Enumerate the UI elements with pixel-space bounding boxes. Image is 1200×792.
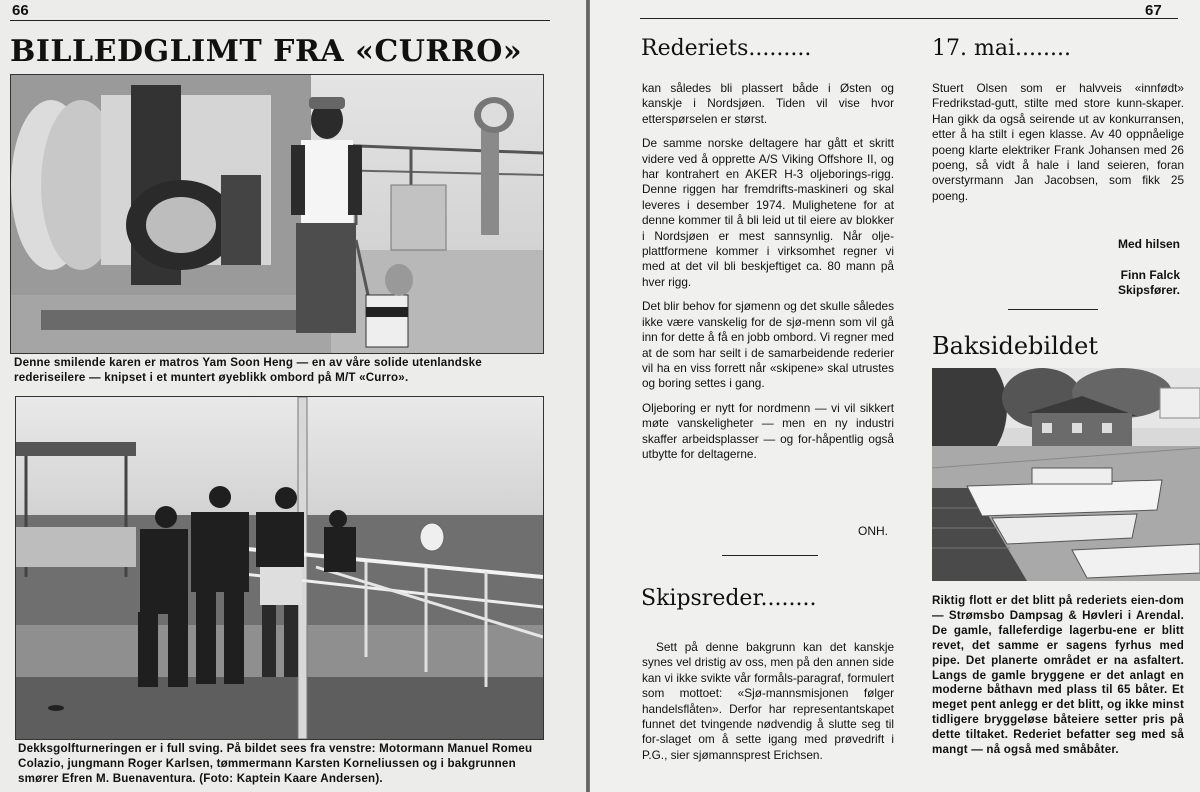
column-skipsreder	[642, 640, 894, 772]
header-rule	[10, 20, 550, 21]
rederiets-paragraph: Oljeboring er nytt for nordmenn — vi vil sikkert møte vanskeligheter — men en ny industri skaffer arbeidsplasser — og for-håpentlig også utbytte for deltagerne.	[642, 400, 894, 461]
signer-name: Finn Falck	[1120, 268, 1180, 282]
column-rederiets	[642, 81, 894, 471]
greeting: Med hilsen	[1117, 237, 1180, 251]
baksidebildet-caption: Riktig flott er det blitt på rederiets eien-dom — Strømsbo Dampsag & Høvleri i Arendal. De gamle, falleferdige lagerbu-ene er blitt revet, det samme er sagens fyrhus med pipe. Det planerte området er na asfaltert. Langs de gamle bryggene er det anlagt en moderne båthavn med plass til 65 båter. Et meget pent anlegg er det blitt, og ikke minst tidligere bryggeløse båteiere setter pris på dette tiltaket. Rederiet befatter seg med så mangt — nå også med småbåter.	[932, 594, 1184, 757]
photo-sailor-illustration	[11, 75, 543, 353]
signoff-onh: ONH.	[858, 524, 888, 538]
section-divider	[1008, 309, 1098, 310]
rederiets-paragraph: De samme norske deltagere har gått et skritt videre ved å opprette A/S Viking Offshore II, og har kontrahert en AKER H-3 oljeborings-rigg. Denne riggen har fremdrifts-maskineri og skal leveres i desember 1974. Mulighetene for at denne kommer til å bli leid ut til eiere av blokker i Nordsjøen er mest sannsynlig. Når olje-plattformene kommer i virksomhet regner vi med at det vil bli beskjeftiget ca. 80 mann på hver rigg.	[642, 136, 894, 289]
heading-rederiets: Rederiets.........	[641, 36, 812, 61]
page-headline: BILLEDGLIMT FRA «CURRO»	[10, 34, 523, 69]
photo-harbour-illustration	[932, 368, 1200, 581]
photo1-caption: Denne smilende karen er matros Yam Soon Heng — en av våre solide utenlandske rederiseilere — knipset i et muntert øyeblikk ombord på M/T «Curro».	[14, 356, 482, 384]
heading-skipsreder: Skipsreder........	[641, 586, 817, 611]
mai-paragraph: Stuert Olsen som er halvveis «innfødt» Fredrikstad-gutt, stilte med store kunn-skaper. Han gikk da også seirende ut av konkurransen, etter å ha stilt i egen klasse. Av 40 oppnåelige poeng klarte elektriker Frank Johansen med 26 poeng, så vidt å hale i land seieren, foran overstyrmann Jan Jacobsen, som fikk 25 poeng.	[932, 81, 1184, 203]
header-rule-right	[640, 18, 1178, 19]
photo-deck-golf	[15, 396, 544, 740]
photo2-caption: Dekksgolfturneringen er i full sving. På bildet sees fra venstre: Motormann Manuel Romeu Colazio, jungmann Roger Karlsen, tømmermann Karsten Korneliussen og i bakgrunnen smører Efren M. Buenaventura. (Foto: Kaptein Kaare Andersen).	[18, 742, 533, 785]
left-page	[0, 0, 586, 792]
signer-title: Skipsfører.	[1117, 283, 1180, 297]
photo-deck-golf-illustration	[16, 397, 543, 739]
photo-boat-harbour	[932, 368, 1200, 581]
page-number-left: 66	[12, 2, 29, 19]
photo-sailor-on-deck	[10, 74, 544, 354]
heading-17-mai: 17. mai........	[932, 36, 1071, 61]
heading-baksidebildet: Baksidebildet	[932, 332, 1098, 360]
rederiets-paragraph: kan således bli plassert både i Østen og kanskje i Nordsjøen. Tiden vil vise hvor etterspørselen er størst.	[642, 81, 894, 126]
page-number-right: 67	[1145, 2, 1162, 19]
section-divider	[722, 555, 818, 556]
skipsreder-paragraph: Sett på denne bakgrunn kan det kanskje synes vel dristig av oss, men på den annen side kan vi ikke svikte vår formåls-paragraf, formulert som mottoet: «Sjø-mannsmisjonen følger handelsflåten». Derfor har representantskapet funnet det tvingende nødvendig å slutte seg til for-slaget om å sette igang med prøvedrift i P.G., sier sjømannsprest Erichsen.	[642, 640, 894, 762]
right-page	[590, 0, 1200, 792]
rederiets-paragraph: Det blir behov for sjømenn og det skulle således ikke være vanskelig for de sjø-menn som vil gå inn for dette å få en jobb ombord. Vi regner med at de som har seilt i de samarbeidende rederier vil ha en viss forrett når «skipene» skal utrustes og boring settes i gang.	[642, 299, 894, 391]
column-17-mai	[932, 81, 1184, 213]
